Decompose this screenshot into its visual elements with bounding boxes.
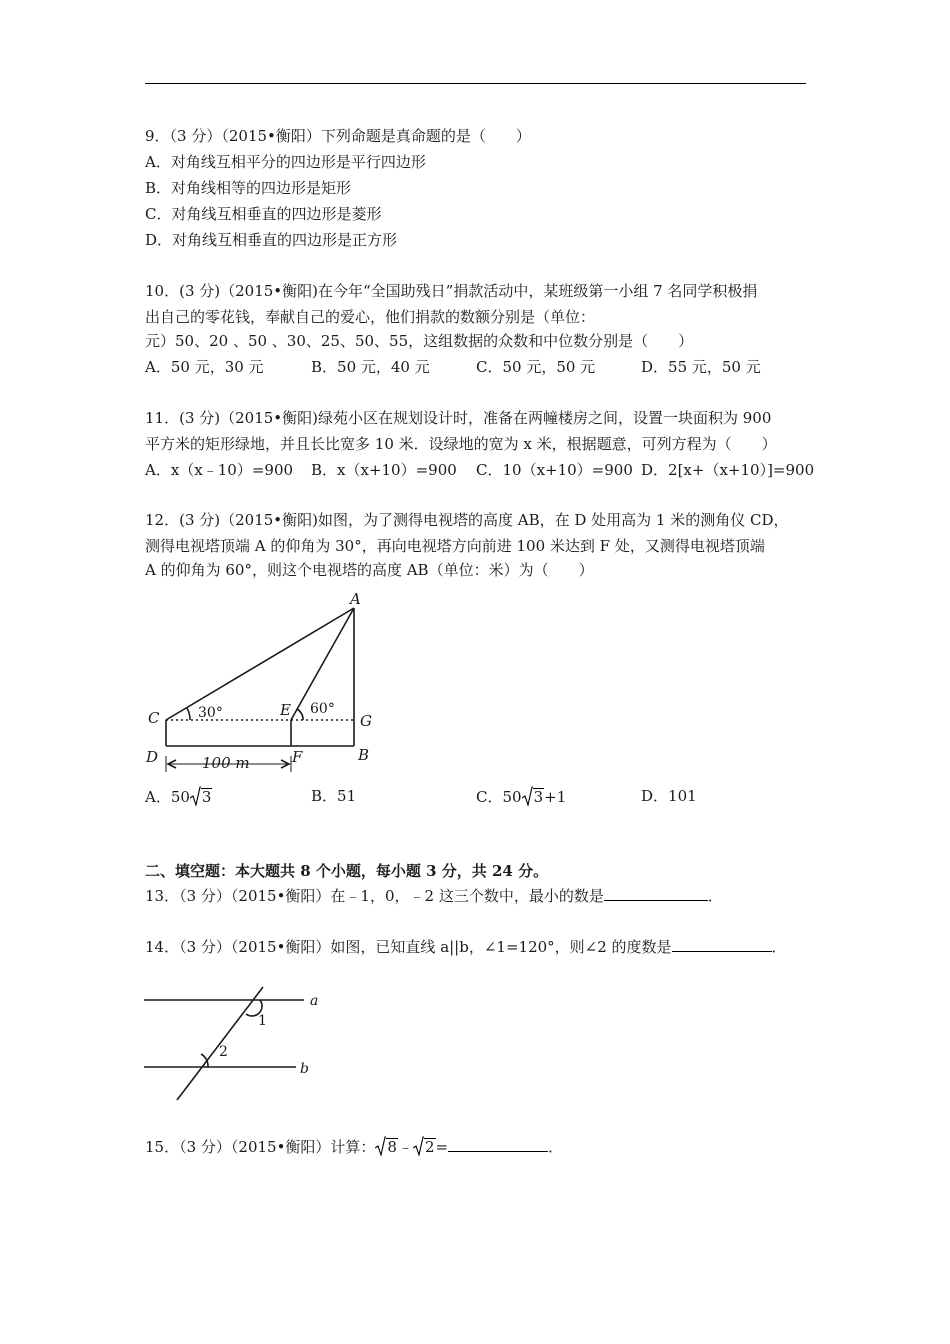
question-13-end: ．	[707, 887, 723, 905]
answer-blank	[448, 1137, 548, 1152]
question-11-stem-line-1: 11．(3 分)（2015•衡阳)绿苑小区在规划设计时，准备在两幢楼房之间，设置一块面积为 900	[145, 409, 772, 427]
question-13	[145, 886, 723, 906]
question-9-option-b: B．对角线相等的四边形是矩形	[145, 179, 352, 197]
question-9-option-d: D．对角线互相垂直的四边形是正方形	[145, 231, 398, 249]
question-11-option-a: A．x（x﹣10）=900	[145, 461, 294, 479]
question-13-stem: 13．（3 分）（2015•衡阳）在﹣1，0，﹣2 这三个数中，最小的数是	[145, 887, 604, 905]
question-14-end: ．	[771, 938, 787, 956]
question-11-stem-line-2: 平方米的矩形绿地，并且长比宽多 10 米．设绿地的宽为 x 米，根据题意，可列方程为（ ）	[145, 435, 777, 453]
question-12-option-d: D．101	[641, 787, 697, 805]
sqrt-icon	[522, 786, 545, 806]
question-10-stem-line-1: 10．(3 分)（2015•衡阳)在今年“全国助残日”捐款活动中，某班级第一小组 7 名同学积极捐	[145, 282, 758, 300]
question-10-stem-line-3: 元）50、20 、50 、30、25、50、55，这组数据的众数和中位数分别是（ ）	[145, 332, 694, 350]
sqrt-icon	[375, 1136, 398, 1156]
question-11-option-b: B．x（x+10）=900	[311, 461, 457, 479]
question-15-equals: =	[435, 1138, 449, 1156]
label-e: E	[280, 701, 291, 719]
header-rule	[145, 83, 806, 84]
question-10-option-a: A．50 元，30 元	[145, 358, 264, 376]
question-15-end: ．	[548, 1138, 564, 1156]
question-9-option-a: A．对角线互相平分的四边形是平行四边形	[145, 153, 426, 171]
label-angle-30: 30°	[198, 705, 223, 721]
question-14-stem: 14．（3 分）（2015•衡阳）如图，已知直线 a||b，∠1=120°，则∠2 的度数是	[145, 938, 672, 956]
parallel-lines-diagram	[140, 985, 340, 1110]
question-15	[145, 1136, 563, 1157]
label-angle-2: 2	[219, 1044, 228, 1060]
question-12-option-a-radicand: 3	[201, 788, 212, 806]
question-15-minus: ﹣	[397, 1138, 413, 1156]
answer-blank	[672, 937, 772, 952]
label-line-a: a	[310, 993, 319, 1009]
label-a: A	[350, 590, 361, 608]
question-10-option-b: B．50 元，40 元	[311, 358, 430, 376]
question-12-option-a	[145, 786, 212, 807]
tower-diagram	[140, 588, 390, 778]
question-12-option-c-suffix: +1	[544, 788, 567, 806]
label-line-b: b	[300, 1061, 309, 1077]
question-15-radicand-2: 2	[424, 1138, 435, 1156]
question-12-option-b: B．51	[311, 787, 357, 805]
label-distance: 100 m	[202, 754, 250, 772]
section-2-heading: 二、填空题：本大题共 8 个小题，每小题 3 分，共 24 分。	[145, 862, 549, 880]
question-12-option-a-prefix: A．50	[145, 788, 190, 806]
answer-blank	[604, 886, 708, 901]
question-9-stem: 9．（3 分）（2015•衡阳）下列命题是真命题的是（ ）	[145, 127, 531, 145]
question-12-stem-line-3: A 的仰角为 60°，则这个电视塔的高度 AB（单位：米）为（ ）	[145, 561, 594, 579]
question-14	[145, 937, 787, 957]
label-g: G	[360, 712, 372, 730]
sqrt-icon	[413, 1136, 436, 1156]
question-12-option-c-prefix: C．50	[476, 788, 522, 806]
question-11-option-d: D．2[x+（x+10）]=900	[641, 461, 815, 479]
question-12-option-c	[476, 786, 566, 807]
label-angle-1: 1	[258, 1013, 267, 1029]
question-12-stem-line-2: 测得电视塔顶端 A 的仰角为 30°，再向电视塔方向前进 100 米达到 F 处，又测得电视塔顶端	[145, 537, 765, 555]
question-10-stem-line-2: 出自己的零花钱，奉献自己的爱心，他们捐款的数额分别是（单位：	[145, 308, 596, 326]
label-b: B	[358, 746, 370, 764]
question-10-option-c: C．50 元，50 元	[476, 358, 596, 376]
question-15-radicand-1: 8	[387, 1138, 397, 1156]
label-c: C	[148, 709, 160, 727]
sqrt-icon	[190, 786, 213, 806]
question-12-option-c-radicand: 3	[533, 788, 544, 806]
question-10-option-d: D．55 元，50 元	[641, 358, 761, 376]
label-angle-60: 60°	[310, 701, 335, 717]
question-9-option-c: C．对角线互相垂直的四边形是菱形	[145, 205, 382, 223]
question-15-stem: 15．（3 分）（2015•衡阳）计算：	[145, 1138, 376, 1156]
label-d: D	[146, 748, 159, 766]
label-f: F	[292, 748, 303, 766]
angle-arc-30	[187, 708, 190, 720]
angle-arc-60	[297, 709, 303, 720]
question-11-option-c: C．10（x+10）=900	[476, 461, 633, 479]
question-12-stem-line-1: 12．(3 分)（2015•衡阳)如图，为了测得电视塔的高度 AB，在 D 处用高为 1 米的测角仪 CD，	[145, 511, 789, 529]
